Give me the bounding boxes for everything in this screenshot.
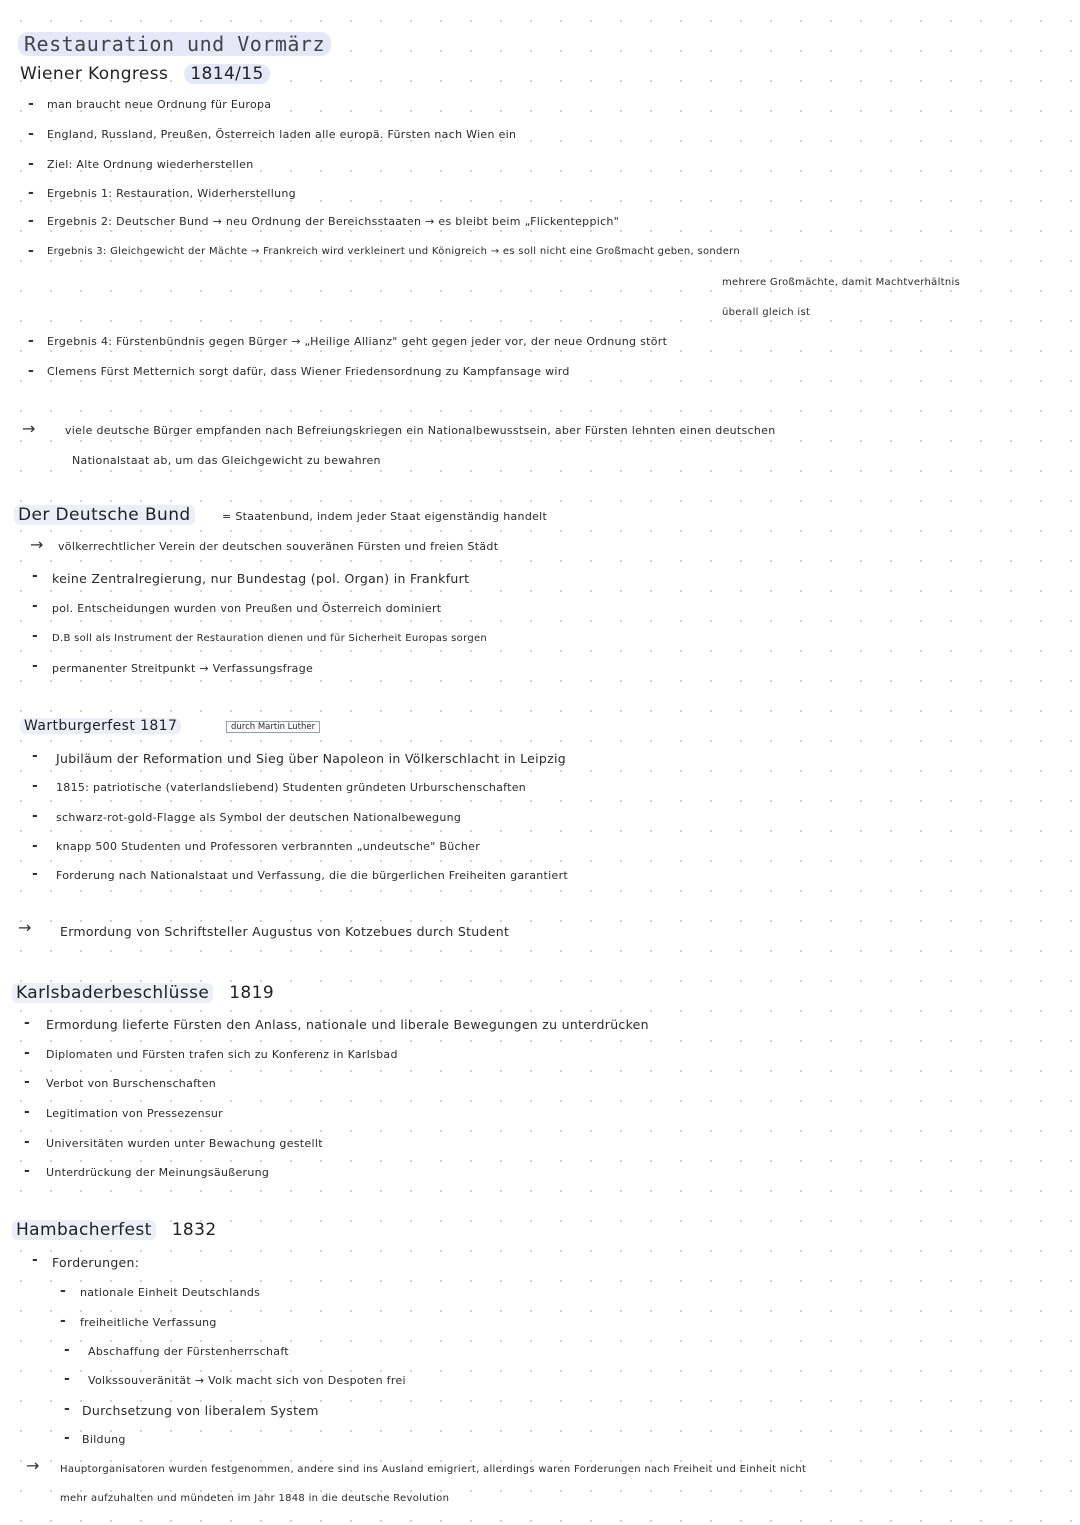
bullet: - — [32, 658, 38, 674]
list-item: Clemens Fürst Metternich sorgt dafür, dass Wiener Friedensordnung zu Kampfansage wird — [47, 365, 570, 378]
bullet: - — [32, 866, 38, 882]
list-item-continuation: überall gleich ist — [722, 307, 811, 318]
list-item: Ergebnis 4: Fürstenbündnis gegen Bürger → „Heilige Allianz" geht gegen jeder vor, der neue Ordnung stört — [47, 335, 668, 348]
list-item: pol. Entscheidungen wurden von Preußen und Österreich dominiert — [52, 602, 442, 615]
list-item: knapp 500 Studenten und Professoren verbrannten „undeutsche" Bücher — [56, 840, 481, 853]
list-item: Unterdrückung der Meinungsäußerung — [46, 1166, 270, 1179]
bullet: - — [24, 1134, 30, 1150]
annotation-note: durch Martin Luther — [226, 721, 320, 733]
bullet: - — [24, 1045, 30, 1061]
list-item: Ermordung lieferte Fürsten den Anlass, nationale und liberale Bewegungen zu unterdrücken — [46, 1017, 649, 1032]
list-item: man braucht neue Ordnung für Europa — [47, 98, 272, 111]
bullet: - — [64, 1401, 70, 1417]
bullet: - — [64, 1430, 70, 1446]
demand-item: freiheitliche Verfassung — [80, 1316, 217, 1329]
list-item: Ergebnis 2: Deutscher Bund → neu Ordnung der Bereichsstaaten → es bleibt beim „Flickenteppich" — [47, 215, 620, 228]
list-item: permanenter Streitpunkt → Verfassungsfrage — [52, 662, 314, 675]
bullet: - — [28, 363, 34, 379]
definition-text: = Staatenbund, indem jeder Staat eigenständig handelt — [222, 510, 548, 523]
bullet: - — [32, 778, 38, 794]
bullet: - — [32, 598, 38, 614]
list-item: England, Russland, Preußen, Österreich laden alle europä. Fürsten nach Wien ein — [47, 128, 517, 141]
bullet: - — [32, 628, 38, 644]
list-item: Ziel: Alte Ordnung wiederherstellen — [47, 158, 254, 171]
bullet: - — [28, 126, 34, 142]
conclusion-text: viele deutsche Bürger empfanden nach Befreiungskriegen ein Nationalbewusstsein, aber Fürsten lehnten einen deutschen — [65, 424, 776, 437]
arrow-text: völkerrechtlicher Verein der deutschen souveränen Fürsten und freien Städt — [58, 540, 499, 553]
list-item: Ergebnis 3: Gleichgewicht der Mächte → Frankreich wird verkleinert und Königreich → es soll nicht eine Großmacht geben, sondern — [47, 246, 741, 257]
arrow-icon: → — [18, 918, 32, 937]
page-title: Restauration und Vormärz — [18, 32, 331, 56]
section-heading-karlsbader-beschluesse: Karlsbaderbeschlüsse 1819 — [12, 983, 274, 1003]
bullet: - — [32, 838, 38, 854]
demand-item: nationale Einheit Deutschlands — [80, 1286, 261, 1299]
demand-item: Abschaffung der Fürstenherrschaft — [88, 1345, 289, 1358]
arrow-icon: → — [30, 535, 44, 554]
bullet: - — [32, 748, 38, 764]
conclusion-text: Hauptorganisatoren wurden festgenommen, andere sind ins Ausland emigriert, allerdings waren Forderungen nach Freiheit und Einheit nicht — [60, 1464, 807, 1475]
list-item: Ergebnis 1: Restauration, Widerherstellung — [47, 187, 296, 200]
list-item: D.B soll als Instrument der Restauration dienen und für Sicherheit Europas sorgen — [52, 633, 488, 644]
list-item: Forderung nach Nationalstaat und Verfassung, die die bürgerlichen Freiheiten garantiert — [56, 869, 569, 882]
conclusion-text: Nationalstaat ab, um das Gleichgewicht zu bewahren — [72, 454, 381, 467]
bullet: - — [32, 1252, 38, 1268]
bullet: - — [24, 1015, 30, 1031]
bullet: - — [32, 808, 38, 824]
section-heading-deutscher-bund: Der Deutsche Bund — [14, 505, 195, 525]
bullet: - — [64, 1371, 70, 1387]
list-item: Legitimation von Pressezensur — [46, 1107, 223, 1120]
bullet: - — [28, 96, 34, 112]
conclusion-text: mehr aufzuhalten und mündeten im Jahr 1848 in die deutsche Revolution — [60, 1493, 450, 1504]
bullet: - — [28, 333, 34, 349]
arrow-icon: → — [22, 419, 36, 438]
list-item: Verbot von Burschenschaften — [46, 1077, 217, 1090]
conclusion-text: Ermordung von Schriftsteller Augustus von Kotzebues durch Student — [60, 924, 510, 939]
bullet: - — [24, 1074, 30, 1090]
bullet: - — [28, 185, 34, 201]
bullet: - — [64, 1342, 70, 1358]
bullet: - — [60, 1283, 66, 1299]
arrow-icon: → — [26, 1456, 40, 1475]
list-item: keine Zentralregierung, nur Bundestag (pol. Organ) in Frankfurt — [52, 571, 470, 586]
list-item: Jubiläum der Reformation und Sieg über Napoleon in Völkerschlacht in Leipzig — [56, 751, 566, 766]
section-heading-wiener-kongress: Wiener Kongress 1814/15 — [20, 64, 270, 84]
demand-item: Volkssouveränität → Volk macht sich von Despoten frei — [88, 1374, 406, 1387]
list-item-continuation: mehrere Großmächte, damit Machtverhältnis — [722, 277, 961, 288]
list-item: 1815: patriotische (vaterlandsliebend) Studenten gründeten Urburschenschaften — [56, 781, 527, 794]
bullet: - — [32, 568, 38, 584]
section-heading-hambacherfest: Hambacherfest 1832 — [12, 1220, 217, 1240]
bullet: - — [24, 1163, 30, 1179]
bullet: - — [60, 1313, 66, 1329]
section-heading-wartburgerfest: Wartburgerfest 1817 — [20, 718, 181, 734]
demands-label: Forderungen: — [52, 1255, 140, 1270]
bullet: - — [28, 156, 34, 172]
list-item: Diplomaten und Fürsten trafen sich zu Konferenz in Karlsbad — [46, 1048, 398, 1061]
demand-item: Durchsetzung von liberalem System — [82, 1403, 319, 1418]
bullet: - — [28, 243, 34, 259]
bullet: - — [28, 213, 34, 229]
list-item: Universitäten wurden unter Bewachung gestellt — [46, 1137, 323, 1150]
bullet: - — [24, 1104, 30, 1120]
demand-item: Bildung — [82, 1433, 126, 1446]
list-item: schwarz-rot-gold-Flagge als Symbol der deutschen Nationalbewegung — [56, 811, 462, 824]
